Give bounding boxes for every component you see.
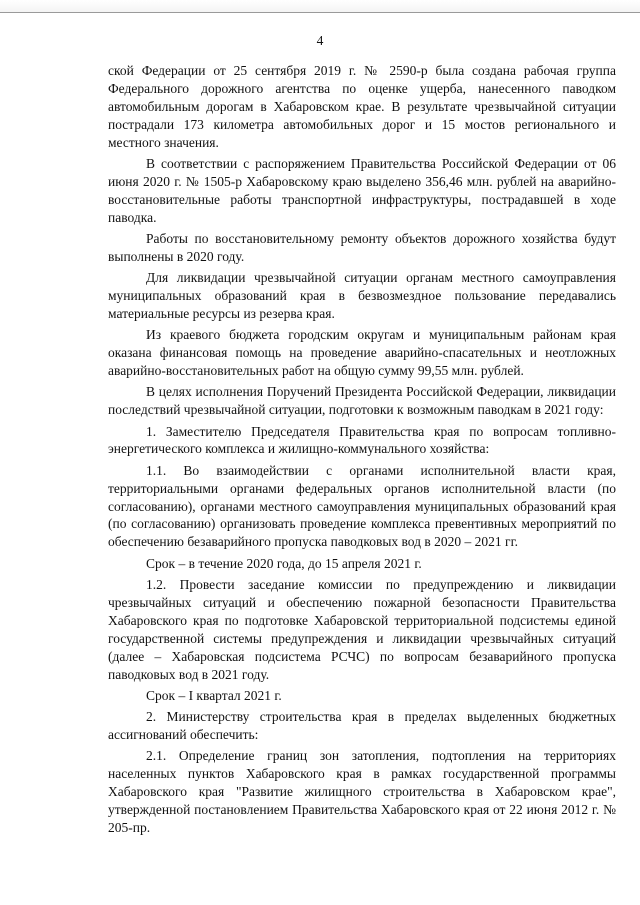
scan-top-edge [0, 0, 640, 13]
paragraph-item-2-1: 2.1. Определение границ зон затопления, подтопления на территориях населенных пунктов Хабаровского края в рамках государственной программы Хабаровского края "Развитие жилищного строительства в Хабаровском крае", утвержденной постановлением Правительства Хабаровского края от 22 июня 2012 г. № 205-пр. [108, 748, 616, 835]
paragraph-repair-works: Работы по восстановительному ремонту объектов дорожного хозяйства будут выполнены в 2020 году. [108, 230, 616, 264]
paragraph-item-2: 2. Министерству строительства края в пределах выделенных бюджетных ассигнований обеспечить: [108, 709, 616, 743]
paragraph-item-1-2: 1.2. Провести заседание комиссии по предупреждению и ликвидации чрезвычайных ситуаций и обеспечению пожарной безопасности Правительства Хабаровского края по подготовке Хабаровской территориальной подсистемы единой государственной системы предупреждения и ликвидации чрезвычайных ситуаций (далее – Хабаровская подсистема РСЧС) по вопросам безаварийного пропуска паводковых вод в 2021 году. [108, 576, 616, 682]
paragraph-material-resources: Для ликвидации чрезвычайной ситуации органам местного самоуправления муниципальных образований края в безвозмездное пользование передавались материальные ресурсы из резерва края. [108, 270, 616, 321]
paragraph-presidential-orders: В целях исполнения Поручений Президента Российской Федерации, ликвидации последствий чрезвычайной ситуации, подготовки к возможным паводкам в 2021 году: [108, 384, 616, 418]
paragraph-deadline-1-1: Срок – в течение 2020 года, до 15 апреля 2021 г. [146, 555, 422, 571]
paragraph-deadline-1-2: Срок – I квартал 2021 г. [146, 687, 282, 703]
paragraph-continuation: ской Федерации от 25 сентября 2019 г. № 2590-р была создана рабочая группа Федерального дорожного агентства по оценке ущерба, нанесенного паводком автомобильным дорогам в Хабаровском крае. В результате чрезвычайной ситуации пострадали 173 километра автомобильных дорог и 15 мостов регионального и местного значения. [108, 63, 616, 150]
paragraph-item-1-1: 1.1. Во взаимодействии с органами исполнительной власти края, территориальными органами федеральных органов исполнительной власти (по согласованию), органами местного самоуправления муниципальных образований края (по согласованию) организовать проведение комплекса превентивных мероприятий по обеспечению безаварийного пропуска паводковых вод в 2020 – 2021 гг. [108, 462, 616, 550]
paragraph-item-1: 1. Заместителю Председателя Правительства края по вопросам топливно-энергетического комплекса и жилищно-коммунального хозяйства: [108, 423, 616, 457]
paragraph-financial-aid: Из краевого бюджета городским округам и муниципальным районам края оказана финансовая помощь на проведение аварийно-спасательных и неотложных аварийно-восстановительных работ на общую сумму 99,55 млн. рублей. [108, 327, 616, 379]
paragraph-funding-decree: В соответствии с распоряжением Правительства Российской Федерации от 06 июня 2020 г. № 1505-р Хабаровскому краю выделено 356,46 млн. рублей на аварийно-восстановительные работы транспортной инфраструктуры, пострадавшей в ходе паводка. [108, 155, 616, 225]
page-number: 4 [316, 33, 324, 48]
document-body [108, 62, 616, 837]
